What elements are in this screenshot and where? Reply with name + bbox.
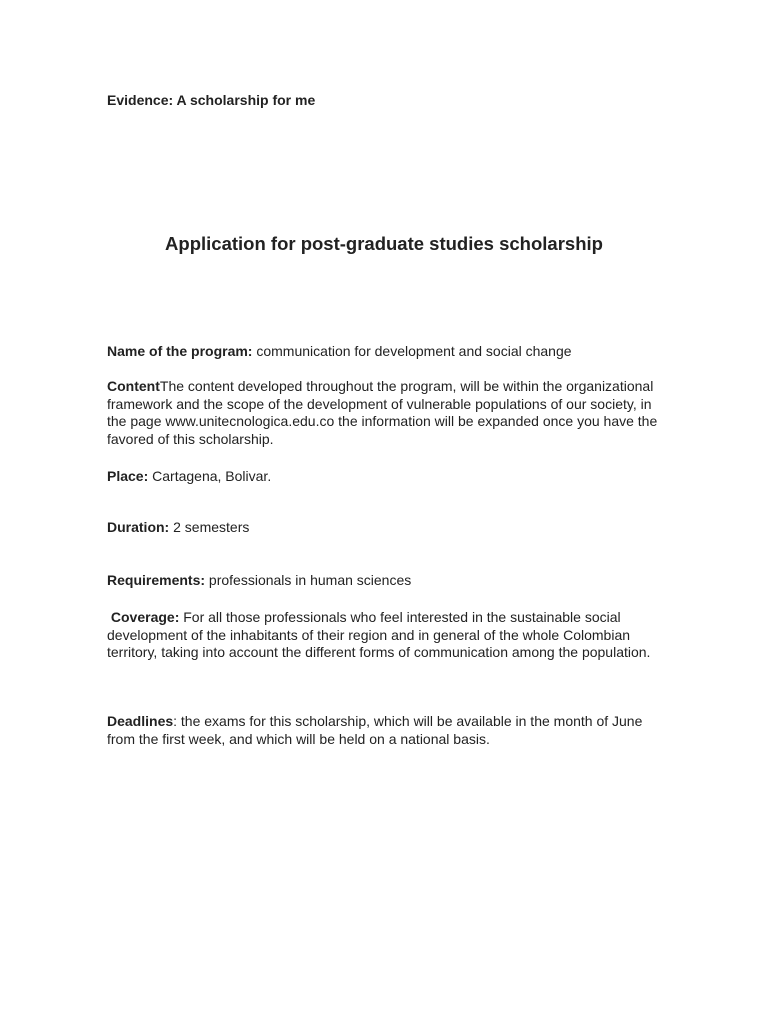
coverage-label: Coverage:: [110, 609, 180, 625]
program-field: [107, 343, 667, 361]
program-label: Name of the program:: [107, 343, 253, 359]
place-value: Cartagena, Bolivar.: [152, 468, 272, 484]
content-value: The content developed throughout the program, will be within the organizational framework and the scope of the development of vulnerable populations of our society, in the page www.unitecnologica.edu.co the information will be expanded once you have the favored of this scholarship.: [107, 378, 658, 448]
deadlines-value: : the exams for this scholarship, which will be available in the month of June from the first week, and which will be held on a national basis.: [107, 713, 643, 747]
duration-value: 2 semesters: [173, 519, 250, 535]
duration-field: [107, 519, 667, 537]
place-label: Place:: [107, 468, 149, 484]
evidence-heading: Evidence: A scholarship for me: [107, 92, 316, 108]
requirements-field: [107, 572, 667, 590]
content-label: Content: [107, 378, 160, 394]
deadlines-field: [107, 713, 667, 748]
place-field: [107, 468, 667, 486]
requirements-value: professionals in human sciences: [208, 572, 412, 588]
coverage-value: For all those professionals who feel interested in the sustainable social development of the inhabitants of their region and in general of the whole Colombian territory, taking into account the different forms of communication among the population.: [107, 609, 651, 661]
page-title: Application for post-graduate studies scholarship: [165, 233, 603, 254]
duration-label: Duration:: [107, 519, 170, 535]
program-value: communication for development and social change: [256, 343, 572, 359]
requirements-label: Requirements:: [107, 572, 206, 588]
coverage-field: [107, 609, 667, 662]
content-field: [107, 378, 667, 449]
deadlines-label: Deadlines: [107, 713, 174, 729]
